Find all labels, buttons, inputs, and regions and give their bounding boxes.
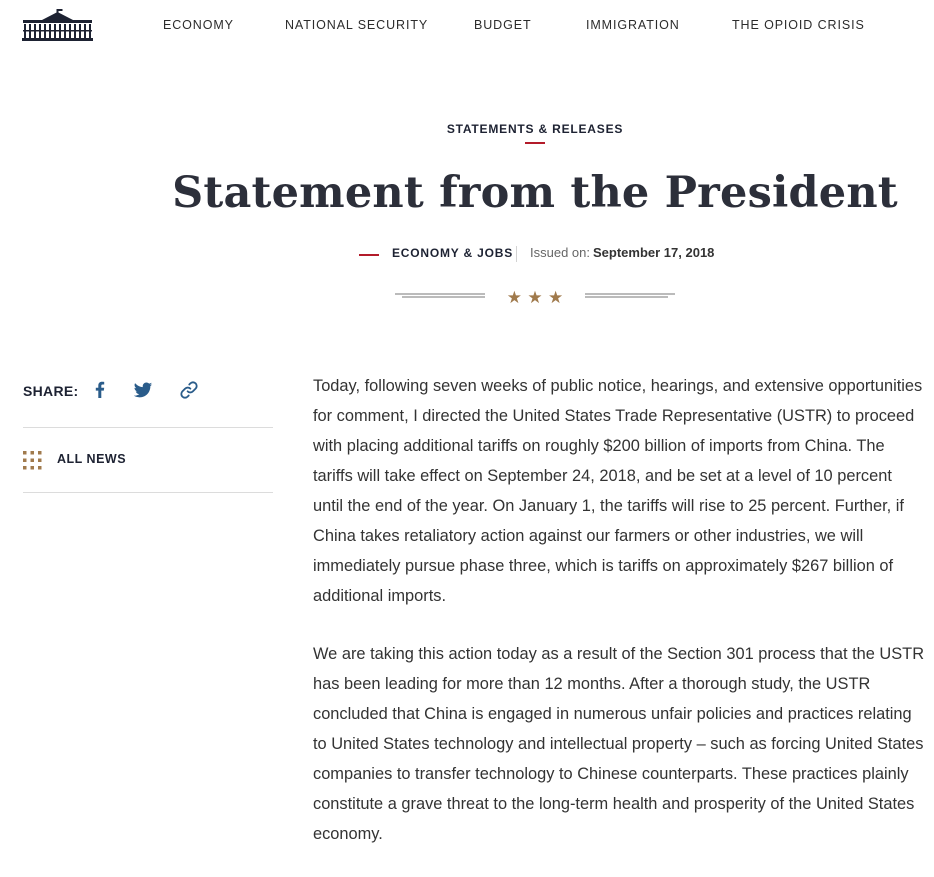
nav-national-security[interactable]: NATIONAL SECURITY xyxy=(285,18,429,32)
sidebar-divider xyxy=(23,427,273,428)
grid-icon[interactable] xyxy=(23,451,42,470)
meta-separator xyxy=(516,246,517,262)
category-accent-dash xyxy=(359,254,379,256)
nav-economy[interactable]: ECONOMY xyxy=(163,18,234,32)
article-paragraph: We are taking this action today as a result of the Section 301 process that the USTR has been leading for more than 12 months. After a thorough study, the USTR concluded that China is engaged in numerous unfair policies and practices relating to United States technology and intellectual property – such as forcing United States companies to transfer technology to Chinese counterparts. These practices plainly constitute a grave threat to the long-term health and prosperity of the United States economy. xyxy=(313,645,925,843)
facebook-icon[interactable] xyxy=(89,379,111,401)
category-link[interactable]: ECONOMY & JOBS xyxy=(392,246,513,260)
issued-date: September 17, 2018 xyxy=(593,245,715,260)
sidebar-divider xyxy=(23,492,273,493)
stars-divider xyxy=(394,286,676,306)
main-nav xyxy=(0,18,934,38)
article-body xyxy=(313,371,925,877)
eyebrow-accent-rule xyxy=(525,142,545,144)
issued-label: Issued on: xyxy=(530,245,590,260)
nav-opioid-crisis[interactable]: THE OPIOID CRISIS xyxy=(732,18,865,32)
link-icon[interactable] xyxy=(178,379,200,401)
page-title: Statement from the President xyxy=(172,168,898,218)
article-paragraph: Today, following seven weeks of public notice, hearings, and extensive opportunities for comment, I directed the United States Trade Representative (USTR) to proceed with placing additional tariffs on roughly $200 billion of imports from China. The tariffs will take effect on September 24, 2018, and be set at a level of 10 percent until the end of the year. On January 1, the tariffs will rise to 25 percent. Further, if China takes retaliatory action against our farmers or other industries, we will immediately pursue phase three, which is tariffs on approximately $267 billion of additional imports. xyxy=(313,377,923,605)
article-meta xyxy=(0,245,934,263)
nav-budget[interactable]: BUDGET xyxy=(474,18,532,32)
all-news-link[interactable]: ALL NEWS xyxy=(57,452,127,466)
site-header xyxy=(0,0,934,56)
share-label: SHARE: xyxy=(23,383,79,399)
twitter-icon[interactable] xyxy=(132,379,154,401)
section-eyebrow[interactable]: STATEMENTS & RELEASES xyxy=(446,122,624,136)
nav-immigration[interactable]: IMMIGRATION xyxy=(586,18,680,32)
stars-glyphs: ★ ★ ★ xyxy=(506,288,564,306)
